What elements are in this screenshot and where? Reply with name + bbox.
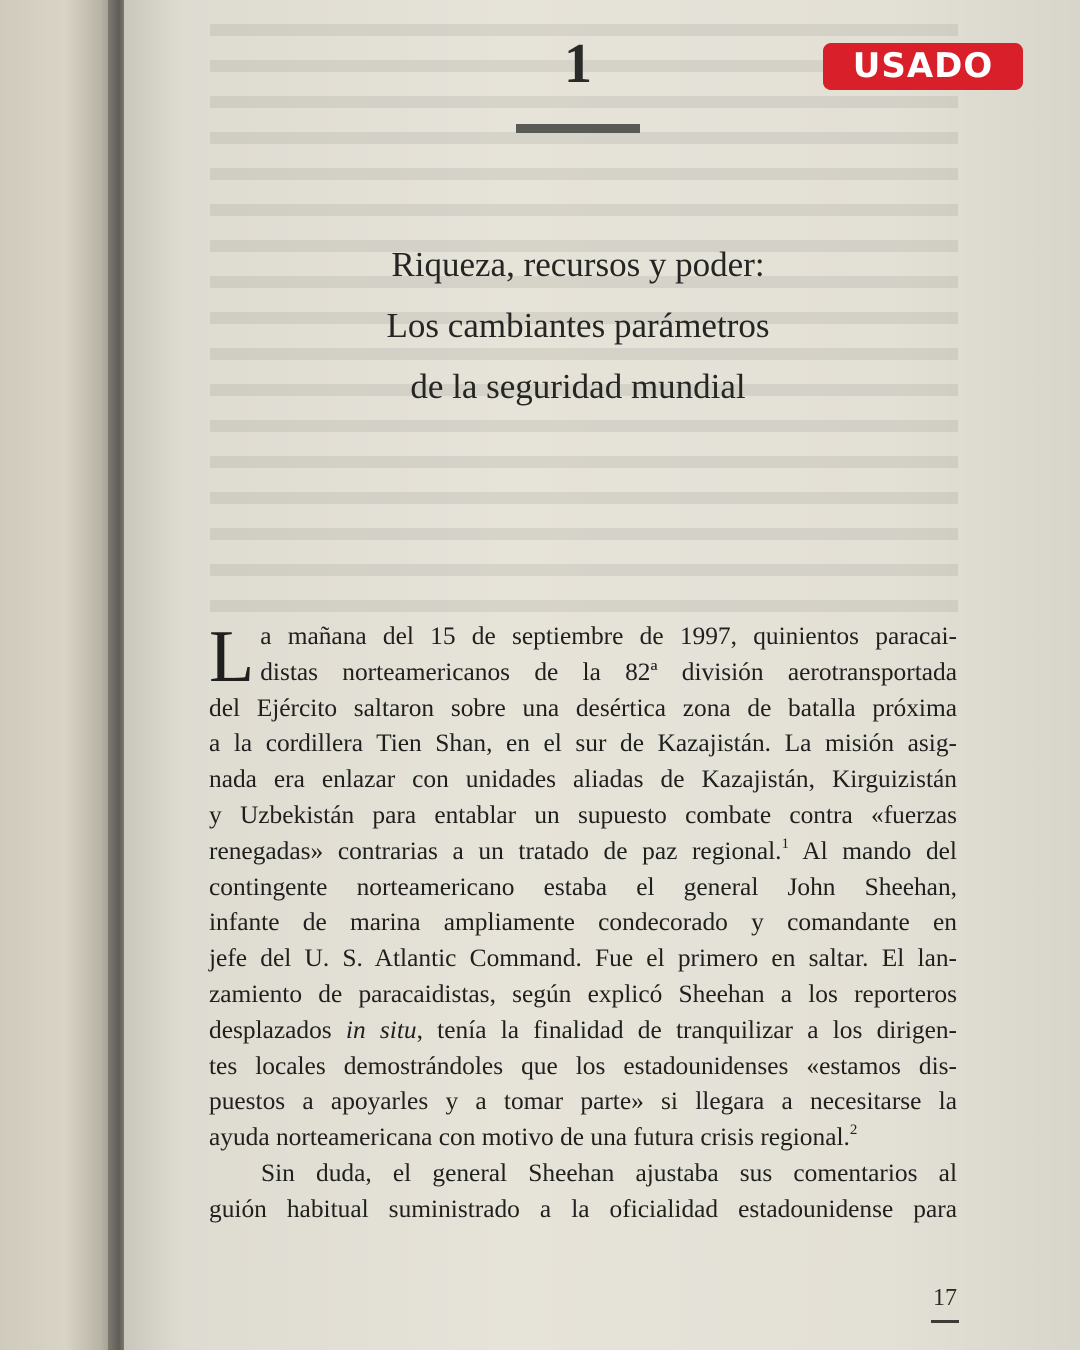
text-line (209, 1120, 957, 1156)
chapter-rule (516, 124, 640, 133)
chapter-title-line: Los cambiantes parámetros (386, 306, 770, 345)
text-line: distas norteamericanos de la 82ª división aerotransportada (260, 657, 957, 686)
page-number-rule (931, 1320, 959, 1323)
text-segment: desplazados (209, 1015, 346, 1044)
footnote-marker: 1 (781, 835, 790, 852)
text-line: tes locales demostrándoles que los estadounidenses «estamos dis- (209, 1051, 957, 1080)
text-line: y Uzbekistán para entablar un supuesto combate contra «fuerzas (209, 800, 957, 829)
chapter-title-line: de la seguridad mundial (410, 367, 746, 406)
text-line: del Ejército saltaron sobre una desértica zona de batalla próxima (209, 693, 957, 722)
italic-term: in situ (345, 1015, 417, 1044)
text-line (209, 1013, 957, 1049)
text-line: zamiento de paracaidistas, según explicó Sheehan a los reporteros (209, 979, 957, 1008)
facing-page (0, 0, 118, 1350)
text-line: guión habitual suministrado a la oficialidad estadounidense para (209, 1194, 957, 1223)
text-line: contingente norteamericano estaba el general John Sheehan, (209, 872, 957, 901)
body-text (209, 616, 957, 1228)
text-segment: renegadas» contrarias a un tratado de paz regional. (209, 836, 782, 865)
drop-cap: L (209, 616, 255, 698)
chapter-title (240, 234, 916, 417)
page-number: 17 (933, 1285, 957, 1311)
text-line: jefe del U. S. Atlantic Command. Fue el primero en saltar. El lan- (209, 944, 957, 973)
chapter-number: 1 (564, 33, 592, 95)
text-line: nada era enlazar con unidades aliadas de Kazajistán, Kirguizistán (209, 765, 957, 794)
text-line: a la cordillera Tien Shan, en el sur de Kazajistán. La misión asig- (209, 729, 957, 758)
text-line: puestos a apoyarles y a tomar parte» si llegara a necesitarse la (209, 1087, 957, 1116)
text-segment: , tenía la finalidad de tranquilizar a los dirigen- (416, 1015, 957, 1044)
used-badge: USADO (823, 43, 1023, 90)
text-line (209, 834, 957, 870)
text-segment: Al mando del (789, 836, 957, 865)
text-line: a mañana del 15 de septiembre de 1997, quinientos paracai- (260, 622, 957, 650)
text-line: infante de marina ampliamente condecorado y comandante en (209, 908, 957, 937)
footnote-marker: 2 (849, 1122, 858, 1139)
text-line: Sin duda, el general Sheehan ajustaba sus comentarios al (261, 1158, 957, 1187)
chapter-title-line: Riqueza, recursos y poder: (391, 245, 765, 284)
text-segment: ayuda norteamericana con motivo de una futura crisis regional. (209, 1123, 850, 1152)
